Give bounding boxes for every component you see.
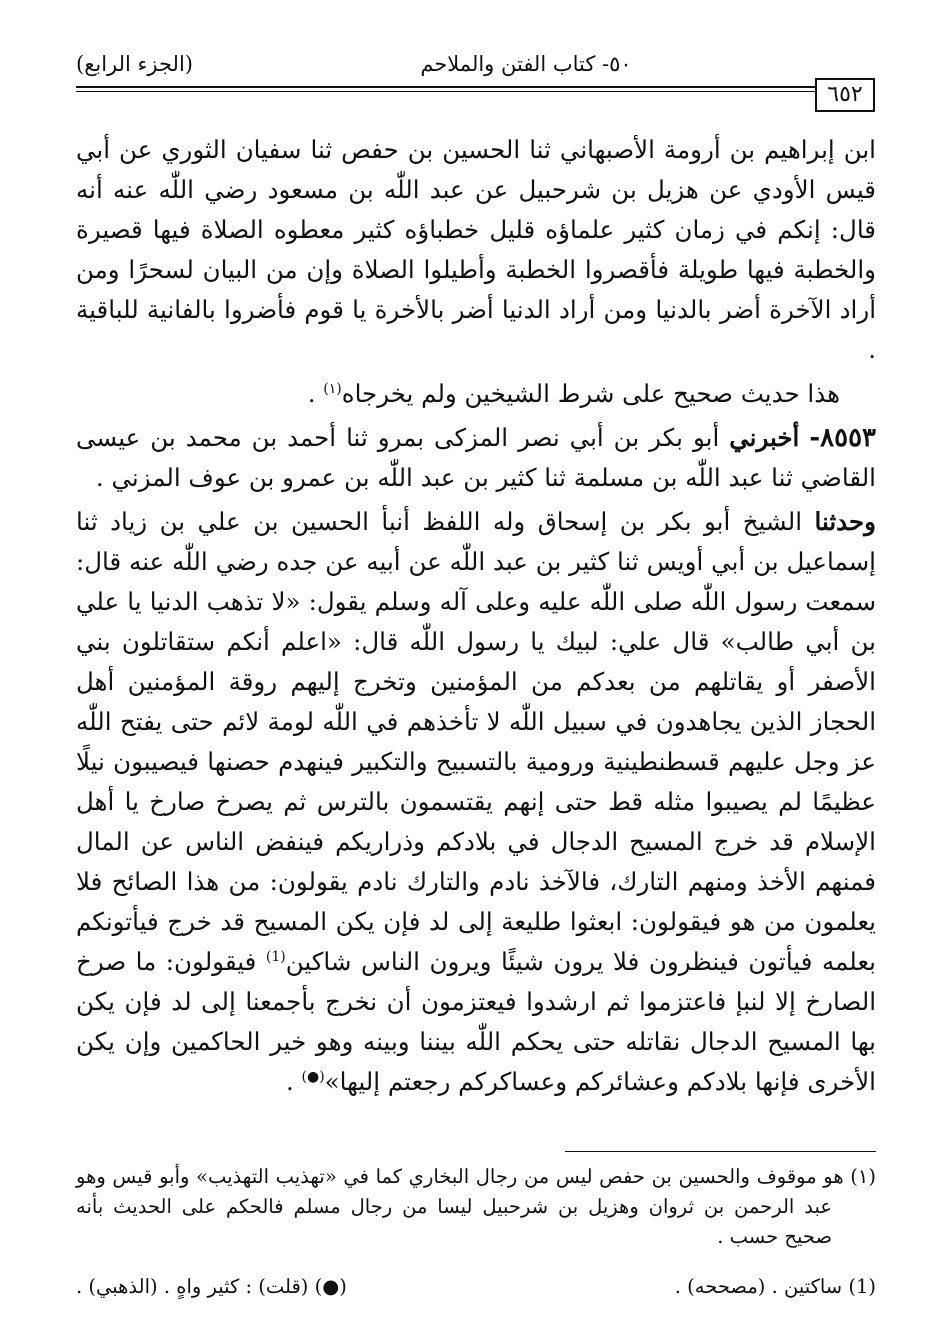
header-rule-thin — [76, 91, 816, 92]
hadith-number: ٨٥٥٣- — [809, 423, 876, 453]
footnote-ref-2: (1) — [265, 948, 286, 965]
hadith-text-part2: فيقولون: ما صرخ الصارخ إلا لنبإ فاعتزموا ثم ارشدوا فيعتزمون أن نخرج بأجمعنا إلى لد فإن يكن بها المسيح الدجال نقاتله حتى يحكم اللّٰه بيننا وبينه وهو خير الحاكمين وإن يكن الأخرى فإنها بلادكم وعشائركم وعساكركم رجعتم إليها» — [76, 947, 876, 1096]
footnote-2: (1) ساكتين . (مصححه) . — [674, 1275, 876, 1298]
page-number: ٦٥٢ — [815, 78, 875, 112]
footnote-ref-3: (●) — [301, 1068, 325, 1085]
hadith-8553 — [76, 418, 876, 498]
book-title: ٥٠- كتاب الفتن والملاحم — [420, 52, 632, 76]
hadith-end: . — [285, 1067, 302, 1096]
footnote-ref-1: (١) — [323, 380, 342, 397]
hadith-text-part1: الشيخ أبو بكر بن إسحاق وله اللفظ أنبأ الحسين بن علي بن زياد ثنا إسماعيل بن أبي أويس ثنا كثير بن عبد اللّٰه عن أبيه عن جده رضي اللّٰه عنه قال: سمعت رسول اللّٰه صلى اللّٰه عليه وعلى آله وسلم يقول: «لا تذهب الدنيا يا علي بن أبي طالب» قال علي: لبيك يا رسول اللّٰه قال: «اعلم أنكم ستقاتلون بني الأصفر أو يقاتلهم من بعدكم من المؤمنين وتخرج إليهم روقة المؤمنين أهل الحجاز الذين يجاهدون في سبيل اللّٰه لا تأخذهم في اللّٰه لومة لائم حتى يفتح اللّٰه عز وجل عليهم قسطنطينية ورومية بالتسبيح والتكبير فينهدم حصنها فيصيبون نيلًا عظيمًا لم يصيبوا مثله قط حتى إنهم يقتسمون بالترس ثم يصرخ صارخ يا أهل الإسلام قد خرج المسيح الدجال في بلادكم وذراريكم فينفض الناس عن المال فمنهم الأخذ ومنهم التارك، فالآخذ نادم والتارك نادم يقولون: من هذا الصائح فلا يعلمون من هو فيقولون: ابعثوا طليعة إلى لد فإن يكن المسيح قد خرج فيأتونكم بعلمه فيأتون فينظرون فلا يرون شيئًا ويرون الناس شاكين — [76, 507, 876, 976]
footnote-separator — [565, 1151, 876, 1152]
hadith-lead-word: أخبرني — [729, 423, 800, 452]
second-chain-lead: وحدثنا — [814, 507, 876, 536]
footnote-row — [76, 1272, 876, 1302]
main-text — [76, 130, 876, 1102]
running-header — [76, 52, 876, 88]
grading-text: هذا حديث صحيح على شرط الشيخين ولم يخرجاه — [341, 379, 840, 408]
footnote-3: (●) (قلت) : كثير واهٍ . (الذهبي) . — [76, 1275, 347, 1298]
footnote-1: (١) هو موقوف والحسين بن حفص ليس من رجال البخاري كما في «تهذيب التهذيب» وأبو قيس وهو عبد الرحمن بن ثروان وهزيل بن شرحبيل ليسا من رجال مسلم فالحكم على الحديث بأنه صحيح حسب . — [76, 1165, 876, 1248]
grading-paragraph — [76, 374, 876, 414]
paragraph-continuation: ابن إبراهيم بن أرومة الأصبهاني ثنا الحسين بن حفص ثنا سفيان الثوري عن أبي قيس الأودي عن هزيل بن شرحبيل عن عبد اللّٰه بن مسعود رضي اللّٰه عنه أنه قال: إنكم في زمان كثير علماؤه قليل خطباؤه كثير معطوه الصلاة فيها قصيرة والخطبة فيها طويلة فأقصروا الخطبة وأطيلوا الصلاة وإن من البيان لسحرًا ومن أراد الآخرة أضر بالدنيا ومن أراد الدنيا أضر بالأخرة يا قوم فأضروا بالفانية للباقية . — [76, 135, 876, 364]
volume-label: (الجزء الرابع) — [76, 52, 193, 76]
footnotes — [76, 1162, 876, 1302]
hadith-second-chain — [76, 502, 876, 1102]
grading-end: . — [307, 379, 324, 408]
header-rule — [76, 86, 816, 88]
hadith-chain: أبو بكر بن أبي نصر المزكى بمرو ثنا أحمد بن محمد بن عيسى القاضي ثنا عبد اللّٰه بن مسلمة ثنا كثير بن عبد اللّٰه بن عمرو بن عوف المزني . — [76, 423, 876, 492]
